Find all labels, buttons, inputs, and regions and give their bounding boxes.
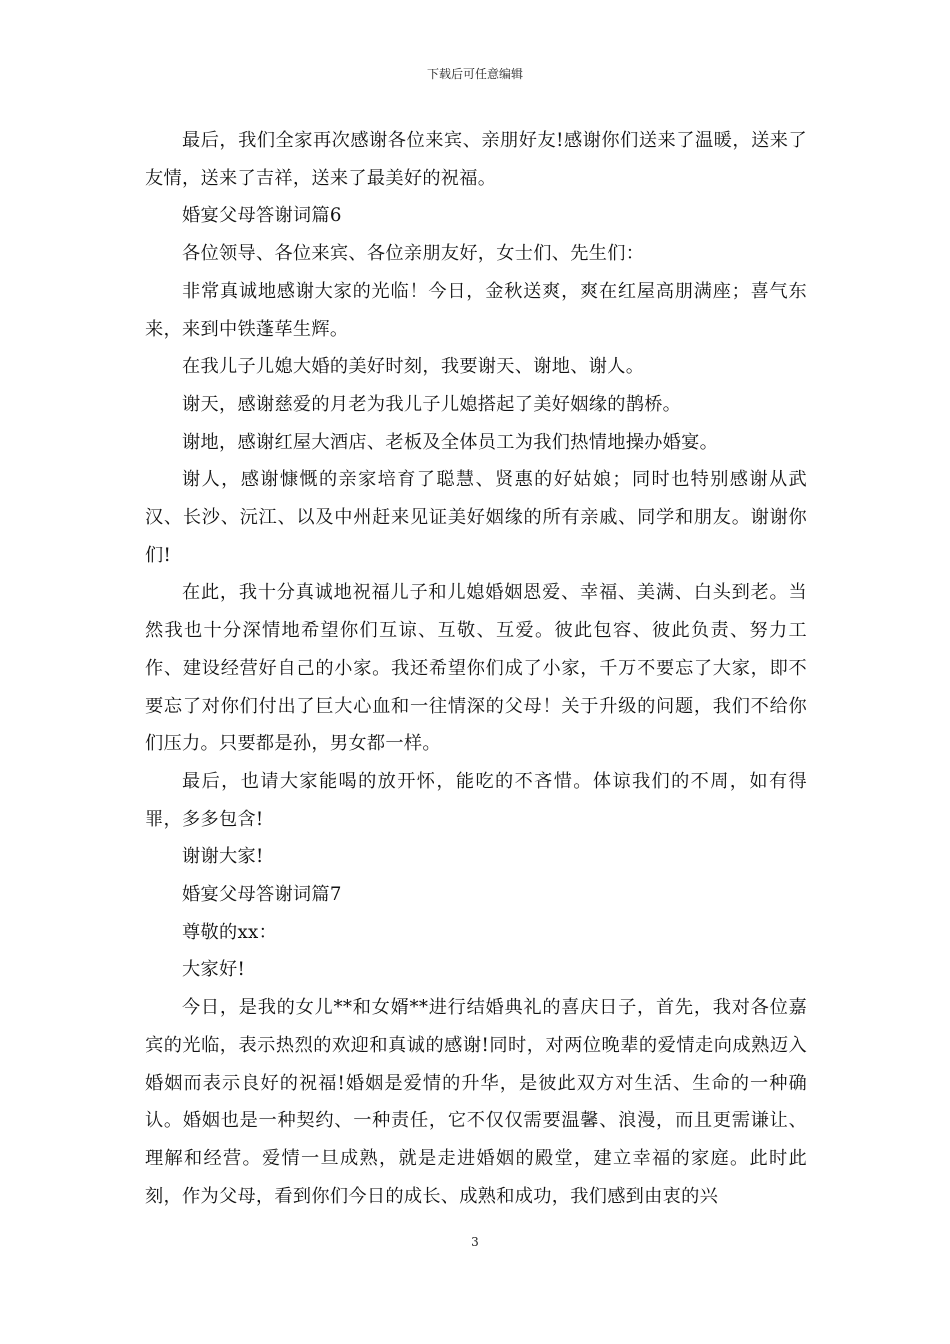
- paragraph: 最后，我们全家再次感谢各位来宾、亲朋好友!感谢你们送来了温暖，送来了友情，送来了吉祥，送来了最美好的祝福。: [145, 130, 807, 189]
- paragraph: 谢天，感谢慈爱的月老为我儿子儿媳搭起了美好姻缘的鹊桥。: [182, 393, 682, 415]
- page-header: 下载后可任意编辑: [426, 67, 523, 81]
- paragraph: 谢谢大家!: [182, 846, 264, 868]
- paragraph: 今日，是我的女儿**和女婿**进行结婚典礼的喜庆日子，首先，我对各位嘉宾的光临，表示热烈的欢迎和真诚的感谢!同时，对两位晚辈的爱情走向成熟迈入婚姻而表示良好的祝福!婚姻是爱情的升华，是彼此双方对生活、生命的一种确认。婚姻也是一种契约、一种责任，它不仅仅需要温馨、浪漫，而且更需谦让、理解和经营。爱情一旦成熟，就是走进婚姻的殿堂，建立幸福的家庭。此时此刻，作为父母，看到你们今日的成长、成熟和成功，我们感到由衷的兴: [145, 997, 807, 1207]
- document-body: [145, 122, 807, 1215]
- paragraph: 最后，也请大家能喝的放开怀，能吃的不吝惜。体谅我们的不周，如有得罪，多多包含!: [145, 770, 807, 830]
- paragraph: 在我儿子儿媳大婚的美好时刻，我要谢天、谢地、谢人。: [182, 356, 645, 378]
- paragraph: 在此，我十分真诚地祝福儿子和儿媳婚姻恩爱、幸福、美满、白头到老。当然我也十分深情地希望你们互谅、互敬、互爱。彼此包容、彼此负责、努力工作、建设经营好自己的小家。我还希望你们成了小家，千万不要忘了大家，即不要忘了对你们付出了巨大心血和一往情深的父母！关于升级的问题，我们不给你们压力。只要都是孙，男女都一样。: [145, 582, 807, 755]
- section-heading: 婚宴父母答谢词篇6: [182, 205, 342, 227]
- salutation: 尊敬的xx：: [182, 921, 278, 943]
- paragraph: 谢地，感谢红屋大酒店、老板及全体员工为我们热情地操办婚宴。: [182, 431, 719, 453]
- salutation: 各位领导、各位来宾、各位亲朋友好，女士们、先生们：: [182, 243, 645, 265]
- paragraph: 非常真诚地感谢大家的光临！今日，金秋送爽，爽在红屋高朋满座；喜气东来，来到中铁蓬荜生辉。: [145, 280, 807, 340]
- paragraph: 谢人，感谢慷慨的亲家培育了聪慧、贤惠的好姑娘；同时也特别感谢从武汉、长沙、沅江、以及中州赶来见证美好姻缘的所有亲戚、同学和朋友。谢谢你们!: [145, 469, 807, 566]
- greeting: 大家好!: [182, 959, 246, 981]
- page-number: 3: [471, 1235, 479, 1249]
- section-heading: 婚宴父母答谢词篇7: [182, 884, 342, 906]
